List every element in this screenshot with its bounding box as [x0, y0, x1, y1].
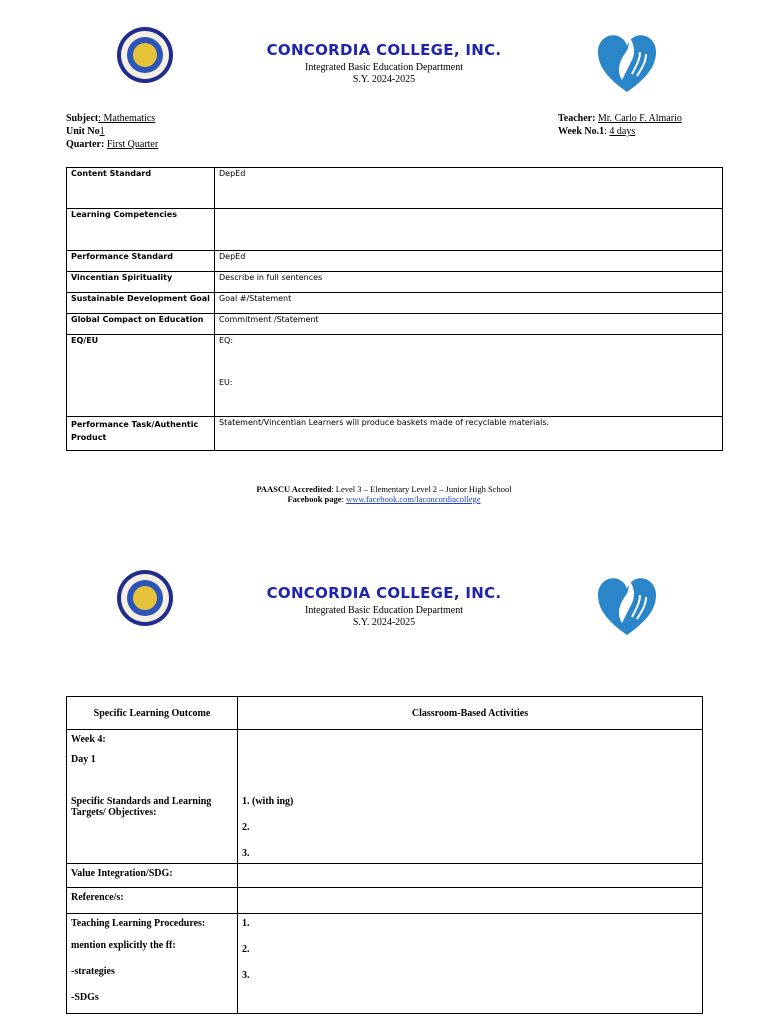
table-row: [67, 293, 723, 314]
quarter-value: First Quarter: [106, 139, 159, 150]
accredited-label: PAASCU Accredited: [256, 484, 332, 494]
row-label: Performance Task/Authentic Product: [67, 417, 215, 451]
school-year: S.Y. 2024-2025: [352, 74, 416, 85]
school-name: CONCORDIA COLLEGE, INC.: [266, 584, 502, 602]
quarter-label: Quarter:: [66, 139, 105, 150]
teacher-label: Teacher:: [558, 113, 596, 124]
references-label: Reference/s:: [67, 888, 238, 914]
table-row: [67, 209, 723, 251]
row-label: Vincentian Spirituality: [67, 272, 215, 293]
table-header-row: [67, 697, 703, 730]
procedures-cell: [67, 914, 238, 1014]
table-row: [67, 730, 703, 864]
table-row: [67, 314, 723, 335]
table-row: [67, 914, 703, 1014]
outcome-cell: [67, 730, 238, 864]
row-label: Performance Standard: [67, 251, 215, 272]
table-row: [67, 864, 703, 888]
procedure-item: 3.: [242, 970, 250, 981]
row-label: Sustainable Development Goal: [67, 293, 215, 314]
week-label: Week No.1: [558, 126, 605, 137]
school-year: S.Y. 2024-2025: [352, 617, 416, 628]
row-value: [215, 335, 723, 417]
target-item: 2.: [242, 822, 250, 833]
standards-table: [66, 167, 723, 451]
day-text: Day 1: [71, 754, 96, 765]
sdgs-text: -SDGs: [71, 992, 99, 1003]
target-item: 1. (with ing): [242, 796, 294, 807]
teacher-info: Teacher: Mr. Carlo F. Almario Week No.1: 4 days: [558, 113, 682, 137]
value-integration-label: Value Integration/SDG:: [67, 864, 238, 888]
subject-info: [66, 112, 158, 151]
procedure-items-cell: [238, 914, 703, 1014]
subject-value: : Mathematics: [98, 113, 156, 124]
strategies-text: -strategies: [71, 966, 115, 977]
row-value: Describe in full sentences: [215, 272, 723, 293]
department-name: Integrated Basic Education Department: [305, 605, 463, 616]
procedure-item: 1.: [242, 918, 250, 929]
row-label: Content Standard: [67, 168, 215, 209]
row-value: Goal #/Statement: [215, 293, 723, 314]
heart-flame-logo: [596, 573, 658, 639]
references-cell: [238, 888, 703, 914]
header-outcome: Specific Learning Outcome: [67, 697, 238, 730]
eu-text: EU:: [219, 378, 233, 387]
department-name: Integrated Basic Education Department: [305, 62, 463, 73]
row-label: EQ/EU: [67, 335, 215, 417]
heart-flame-logo: [596, 30, 658, 96]
target-item: 3.: [242, 848, 250, 859]
facebook-label: Facebook page: [287, 494, 342, 504]
header-activities: Classroom-Based Activities: [238, 697, 703, 730]
value-integration-cell: [238, 864, 703, 888]
subject-label: Subject: [66, 113, 99, 124]
week-value: 4 days: [609, 126, 636, 137]
school-name: CONCORDIA COLLEGE, INC.: [266, 41, 502, 59]
facebook-link[interactable]: www.facebook.com/laconcordiacollege: [346, 494, 481, 504]
row-value: Statement/Vincentian Learners will produce baskets made of recyclable materials.: [215, 417, 723, 451]
table-row: [67, 417, 723, 451]
row-value: [215, 209, 723, 251]
teacher-value: Mr. Carlo F. Almario: [597, 113, 682, 124]
table-row: [67, 888, 703, 914]
activities-cell: [238, 730, 703, 864]
procedures-text: Teaching Learning Procedures:: [71, 918, 206, 929]
row-label: Learning Competencies: [67, 209, 215, 251]
row-value: Commitment /Statement: [215, 314, 723, 335]
procedure-item: 2.: [242, 944, 250, 955]
row-label: Global Compact on Education: [67, 314, 215, 335]
table-row: [67, 251, 723, 272]
outcome-table: [66, 696, 703, 1014]
week-text: Week 4:: [71, 734, 106, 745]
table-row: [67, 272, 723, 293]
table-row: [67, 335, 723, 417]
table-row: [67, 168, 723, 209]
row-value: DepEd: [215, 168, 723, 209]
unit-value: 1: [99, 126, 105, 137]
targets-text: Specific Standards and Learning Targets/ Objectives:: [71, 796, 212, 818]
row-value: DepEd: [215, 251, 723, 272]
mention-text: mention explicitly the ff:: [71, 940, 176, 951]
facebook-line: Facebook page: www.facebook.com/laconcordiacollege: [287, 494, 481, 504]
eq-text: EQ:: [219, 336, 234, 345]
unit-label: Unit No: [66, 126, 100, 137]
accredited-text: : Level 3 – Elementary Level 2 – Junior High School: [331, 484, 512, 494]
